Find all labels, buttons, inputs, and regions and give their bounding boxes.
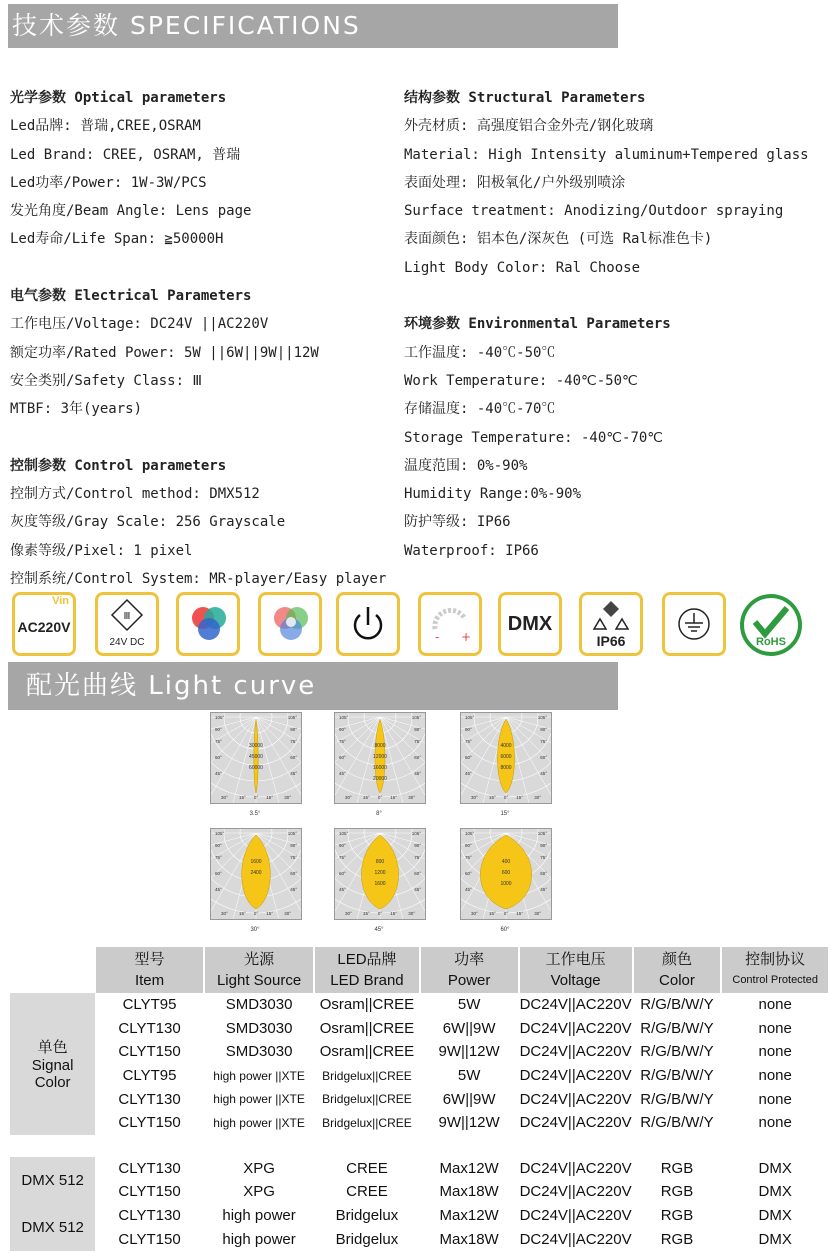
dimmer-dial-icon <box>421 595 479 653</box>
angle-label: 60° <box>414 871 421 876</box>
angle-label: 60° <box>540 755 547 760</box>
table-cell: high power ||XTE <box>213 1092 305 1107</box>
table-cell: 6W||9W <box>442 1019 496 1037</box>
right-spec-line: Light Body Color: Ral Choose <box>404 259 641 276</box>
left-spec-line: 灰度等级/Gray Scale: 256 Grayscale <box>10 514 286 531</box>
table-cell: R/G/B/W/Y <box>640 1043 714 1061</box>
table-cell: 9W||12W <box>438 1114 500 1132</box>
table-cell: 6W||9W <box>442 1090 496 1108</box>
light-curve-plot <box>334 712 426 804</box>
angle-label: 105° <box>537 715 547 720</box>
table-cell: Max18W <box>439 1230 499 1248</box>
angle-label: 45° <box>290 887 297 892</box>
left-section-header: 光学参数 Optical parameters <box>10 90 227 106</box>
intensity-value: 400 <box>501 859 511 865</box>
rgb-circles-icon <box>179 595 237 653</box>
angle-label: 60° <box>215 871 222 876</box>
table-header-cell: 功率 Power <box>420 947 519 993</box>
table-cell: none <box>758 1043 792 1061</box>
light-curve-plot <box>210 712 302 804</box>
table-cell: Bridgelux <box>335 1207 399 1225</box>
svg-text:-: - <box>435 630 440 644</box>
ip66-icon <box>579 592 643 656</box>
table-cell: DC24V||AC220V <box>519 1207 632 1225</box>
intensity-value: 60000 <box>249 765 263 771</box>
table-cell: Bridgelux||CREE <box>322 1092 412 1107</box>
table-cell: Osram||CREE <box>319 1043 415 1061</box>
light-curve-plot <box>460 712 552 804</box>
table-spacer <box>10 1135 829 1157</box>
angle-label: 60° <box>339 755 346 760</box>
intensity-value: 1600 <box>250 859 262 865</box>
beam-angle-label: 15° <box>500 811 510 817</box>
intensity-value: 600 <box>501 870 511 876</box>
table-cell: CLYT130 <box>118 1090 181 1108</box>
angle-label: 60° <box>290 871 297 876</box>
table-cell: Osram||CREE <box>319 996 415 1014</box>
light-curve-plot <box>334 828 426 920</box>
angle-label: 105° <box>287 831 297 836</box>
angle-label: 75° <box>215 855 222 860</box>
table-cell: DMX <box>758 1230 792 1248</box>
table-cell: R/G/B/W/Y <box>640 1019 714 1037</box>
angle-label: 105° <box>537 831 547 836</box>
table-cell: Max12W <box>439 1207 499 1225</box>
dmx-label: DMX <box>507 613 553 635</box>
left-spec-line: 控制方式/Control method: DMX512 <box>10 486 260 503</box>
table-header-row <box>10 947 829 993</box>
angle-label: 90° <box>414 843 421 848</box>
table-cell: XPG <box>243 1159 275 1177</box>
angle-label: 105° <box>287 715 297 720</box>
table-cell: DC24V||AC220V <box>519 1043 632 1061</box>
intensity-value: 1200 <box>374 870 386 876</box>
light-curve-banner: 配光曲线 Light curve <box>8 662 618 710</box>
table-cell: RGB <box>660 1159 694 1177</box>
angle-label: 75° <box>339 739 346 744</box>
table-cell: CLYT130 <box>118 1207 181 1225</box>
intensity-value: 1600 <box>374 881 386 887</box>
table-cell: SMD3030 <box>225 996 293 1014</box>
power-symbol-icon <box>339 595 397 653</box>
product-spec-table <box>10 947 830 1251</box>
table-row <box>10 993 829 1017</box>
table-cell: CLYT130 <box>118 1019 181 1037</box>
intensity-value: 45000 <box>249 754 263 760</box>
angle-label: 90° <box>465 843 472 848</box>
angle-label: 30° <box>284 911 291 916</box>
angle-label: 0° <box>253 911 259 916</box>
angle-label: 45° <box>414 887 421 892</box>
angle-label: 90° <box>339 843 346 848</box>
angle-label: 45° <box>215 771 222 776</box>
angle-label: 90° <box>215 843 222 848</box>
table-cell: Osram||CREE <box>319 1019 415 1037</box>
table-cell: R/G/B/W/Y <box>640 1067 714 1085</box>
table-cell: CLYT95 <box>122 996 177 1014</box>
angle-label: 90° <box>540 727 547 732</box>
intensity-value: 30000 <box>249 743 263 749</box>
angle-label: 105° <box>411 831 421 836</box>
angle-label: 60° <box>215 755 222 760</box>
angle-label: 105° <box>339 715 349 720</box>
table-cell: DMX <box>758 1159 792 1177</box>
angle-label: 30° <box>221 911 228 916</box>
group-label: DMX 512 <box>10 1204 95 1251</box>
intensity-value: 4000 <box>500 743 512 749</box>
vin-label: Vin <box>52 595 69 607</box>
table-cell: CLYT130 <box>118 1159 181 1177</box>
left-spec-line: Led功率/Power: 1W-3W/PCS <box>10 174 207 191</box>
angle-label: 75° <box>540 855 547 860</box>
right-gap <box>404 282 809 310</box>
table-cell: CLYT150 <box>118 1114 181 1132</box>
group-label: DMX 512 <box>10 1157 95 1204</box>
angle-label: 30° <box>471 795 478 800</box>
table-header-cell: 型号 Item <box>95 947 204 993</box>
beam-angle-label: 60° <box>500 927 510 933</box>
intensity-value: 12000 <box>373 754 387 760</box>
table-cell: DC24V||AC220V <box>519 1114 632 1132</box>
svg-text:Ⅲ: Ⅲ <box>123 611 131 622</box>
dc24v-label: 24V DC <box>109 637 145 648</box>
angle-label: 15° <box>266 795 273 800</box>
table-row <box>10 1040 829 1064</box>
table-cell: Max12W <box>439 1159 499 1177</box>
rohs-label: RoHS <box>756 636 786 648</box>
angle-label: 45° <box>339 771 346 776</box>
left-spec-line: 工作电压/Voltage: DC24V ||AC220V <box>10 316 269 333</box>
angle-label: 45° <box>540 771 547 776</box>
right-section-header: 环境参数 Environmental Parameters <box>404 316 671 333</box>
angle-label: 30° <box>221 795 228 800</box>
class-iii-icon <box>98 597 156 637</box>
angle-label: 60° <box>465 755 472 760</box>
left-spec-line: Led寿命/Life Span: ≧50000H <box>10 231 224 248</box>
angle-label: 15° <box>516 911 523 916</box>
specifications-banner: 技术参数 SPECIFICATIONS <box>8 4 618 48</box>
right-spec-line: 表面颜色: 铝本色/深灰色 (可选 Ral标准色卡) <box>404 231 713 248</box>
right-spec-line: 防护等级: IP66 <box>404 514 511 531</box>
angle-label: 0° <box>253 795 259 800</box>
table-cell: DC24V||AC220V <box>519 1159 632 1177</box>
angle-label: 45° <box>339 887 346 892</box>
rgbw-color-icon <box>258 592 322 656</box>
power-icon <box>336 592 400 656</box>
table-cell: 5W <box>457 1067 481 1085</box>
right-spec-line: 温度范围: 0%-90% <box>404 457 528 474</box>
table-cell: DC24V||AC220V <box>519 1230 632 1248</box>
table-cell: Bridgelux||CREE <box>322 1115 412 1130</box>
angle-label: 90° <box>414 727 421 732</box>
table-cell: DC24V||AC220V <box>519 1183 632 1201</box>
table-cell: RGB <box>660 1230 694 1248</box>
feature-icons-row <box>12 592 828 658</box>
table-cell: DC24V||AC220V <box>519 1067 632 1085</box>
table-cell: high power ||XTE <box>213 1068 305 1083</box>
table-cell: DC24V||AC220V <box>519 996 632 1014</box>
angle-label: 90° <box>540 843 547 848</box>
table-row <box>10 1227 829 1251</box>
intensity-value: 16000 <box>373 765 387 771</box>
angle-label: 0° <box>377 795 383 800</box>
angle-label: 15° <box>239 795 246 800</box>
left-spec-line: 安全类别/Safety Class: Ⅲ <box>10 372 203 389</box>
angle-label: 60° <box>540 871 547 876</box>
table-cell: none <box>758 1067 792 1085</box>
angle-label: 75° <box>215 739 222 744</box>
table-cell: 5W <box>457 996 481 1014</box>
angle-label: 75° <box>290 855 297 860</box>
table-cell: Max18W <box>439 1183 499 1201</box>
ac220v-label: AC220V <box>17 619 71 635</box>
rohs-badge-icon <box>737 592 805 658</box>
table-cell: 9W||12W <box>438 1043 500 1061</box>
left-section-header: 控制参数 Control parameters <box>10 457 227 474</box>
table-row <box>10 1064 829 1088</box>
angle-label: 0° <box>503 795 509 800</box>
intensity-value: 20000 <box>373 776 387 782</box>
waterproof-symbol-icon <box>582 597 640 633</box>
beam-angle-label: 3.5° <box>249 811 261 817</box>
table-cell: high power ||XTE <box>213 1115 305 1130</box>
angle-label: 15° <box>390 795 397 800</box>
table-header-cell: LED品牌 LED Brand <box>314 947 419 993</box>
light-curve-plot <box>210 828 302 920</box>
table-cell: R/G/B/W/Y <box>640 1114 714 1132</box>
table-cell: CREE <box>346 1183 388 1201</box>
angle-label: 75° <box>465 855 472 860</box>
table-row <box>10 1017 829 1041</box>
angle-label: 105° <box>339 831 349 836</box>
rgbw-circles-icon <box>261 595 319 653</box>
ac220v-icon <box>12 592 76 656</box>
angle-label: 75° <box>414 855 421 860</box>
angle-label: 15° <box>390 911 397 916</box>
table-cell: CLYT150 <box>118 1230 181 1248</box>
right-spec-line: Surface treatment: Anodizing/Outdoor spraying <box>404 203 784 220</box>
table-cell: SMD3030 <box>225 1019 293 1037</box>
right-spec-line: Storage Temperature: -40℃-70℃ <box>404 429 664 446</box>
angle-label: 60° <box>290 755 297 760</box>
left-section-header: 电气参数 Electrical Parameters <box>10 288 252 305</box>
light-curve-plot <box>460 828 552 920</box>
table-cell: DMX <box>758 1183 792 1201</box>
angle-label: 90° <box>465 727 472 732</box>
table-cell: CLYT150 <box>118 1183 181 1201</box>
intensity-value: 1000 <box>500 881 512 887</box>
right-section-header: 结构参数 Structural Parameters <box>404 90 646 106</box>
table-cell: CREE <box>346 1159 388 1177</box>
table-cell: SMD3030 <box>225 1043 293 1061</box>
table-cell: none <box>758 1090 792 1108</box>
left-spec-line: Led品牌: 普瑞,CREE,OSRAM <box>10 118 201 135</box>
beam-angle-label: 30° <box>250 927 260 933</box>
left-spec-column <box>10 84 386 593</box>
right-spec-line: Material: High Intensity aluminum+Tempered glass <box>404 146 809 163</box>
left-spec-line: Led Brand: CREE, OSRAM, 普瑞 <box>10 146 241 163</box>
table-header-cell: 控制协议 Control Protected <box>721 947 829 993</box>
angle-label: 15° <box>266 911 273 916</box>
table-row <box>10 1111 829 1135</box>
intensity-value: 8000 <box>374 743 386 749</box>
earth-ground-icon <box>665 595 723 653</box>
right-spec-column <box>404 84 809 565</box>
angle-label: 90° <box>215 727 222 732</box>
table-cell: RGB <box>660 1207 694 1225</box>
table-cell: Bridgelux <box>335 1230 399 1248</box>
right-spec-line: 表面处理: 阳极氧化/户外级别喷涂 <box>404 174 626 191</box>
angle-label: 15° <box>239 911 246 916</box>
angle-label: 30° <box>408 795 415 800</box>
angle-label: 75° <box>339 855 346 860</box>
table-cell: RGB <box>660 1183 694 1201</box>
intensity-value: 800 <box>375 859 385 865</box>
table-cell: R/G/B/W/Y <box>640 996 714 1014</box>
rgb-color-icon <box>176 592 240 656</box>
left-spec-line: 像素等级/Pixel: 1 pixel <box>10 542 193 559</box>
table-header-cell: 光源 Light Source <box>204 947 315 993</box>
angle-label: 60° <box>339 871 346 876</box>
table-row <box>10 1204 829 1228</box>
angle-label: 30° <box>345 911 352 916</box>
angle-label: 0° <box>377 911 383 916</box>
right-spec-line: 外壳材质: 高强度铝合金外壳/钢化玻璃 <box>404 118 654 135</box>
dmx-icon <box>498 592 562 656</box>
angle-label: 45° <box>540 887 547 892</box>
beam-angle-label: 8° <box>376 811 382 817</box>
angle-label: 105° <box>215 831 225 836</box>
angle-label: 75° <box>540 739 547 744</box>
table-row <box>10 1087 829 1111</box>
dc24v-icon <box>95 592 159 656</box>
table-cell: high power <box>222 1207 296 1225</box>
angle-label: 15° <box>489 795 496 800</box>
angle-label: 15° <box>363 795 370 800</box>
right-spec-line: Work Temperature: -40℃-50℃ <box>404 372 638 389</box>
beam-angle-label: 45° <box>374 927 384 933</box>
angle-label: 30° <box>471 911 478 916</box>
left-spec-line: 额定功率/Rated Power: 5W ||6W||9W||12W <box>10 344 319 361</box>
angle-label: 45° <box>215 887 222 892</box>
angle-label: 105° <box>465 831 475 836</box>
angle-label: 60° <box>414 755 421 760</box>
angle-label: 0° <box>503 911 509 916</box>
angle-label: 45° <box>414 771 421 776</box>
angle-label: 30° <box>534 911 541 916</box>
table-cell: none <box>758 1114 792 1132</box>
angle-label: 45° <box>290 771 297 776</box>
angle-label: 105° <box>411 715 421 720</box>
table-cell: Bridgelux||CREE <box>322 1068 412 1083</box>
table-cell: XPG <box>243 1183 275 1201</box>
left-spec-line: MTBF: 3年(years) <box>10 401 143 418</box>
right-spec-line: 存储温度: -40℃-70℃ <box>404 401 556 418</box>
intensity-value: 8000 <box>500 765 512 771</box>
left-spec-line: 控制系统/Control System: MR-player/Easy player <box>10 571 387 588</box>
table-header-cell: 工作电压 Voltage <box>519 947 633 993</box>
table-cell: CLYT95 <box>122 1067 177 1085</box>
ip66-label: IP66 <box>596 633 626 649</box>
angle-label: 45° <box>465 887 472 892</box>
left-gap <box>10 424 386 452</box>
table-cell: CLYT150 <box>118 1043 181 1061</box>
group-label: 单色 Signal Color <box>10 993 95 1135</box>
table-row <box>10 1157 829 1181</box>
angle-label: 90° <box>339 727 346 732</box>
ground-icon <box>662 592 726 656</box>
table-cell: none <box>758 1019 792 1037</box>
angle-label: 105° <box>215 715 225 720</box>
dimming-icon <box>418 592 482 656</box>
table-cell: high power <box>222 1230 296 1248</box>
rohs-icon <box>737 592 805 658</box>
angle-label: 60° <box>465 871 472 876</box>
angle-label: 75° <box>290 739 297 744</box>
table-cell: DC24V||AC220V <box>519 1090 632 1108</box>
angle-label: 30° <box>284 795 291 800</box>
left-spec-line: 发光角度/Beam Angle: Lens page <box>10 203 252 220</box>
angle-label: 105° <box>465 715 475 720</box>
left-gap <box>10 254 386 282</box>
table-header-cell: 颜色 Color <box>633 947 722 993</box>
table-cell: R/G/B/W/Y <box>640 1090 714 1108</box>
table-row <box>10 1180 829 1204</box>
svg-text:+: + <box>461 630 472 644</box>
angle-label: 75° <box>414 739 421 744</box>
table-cell: DMX <box>758 1207 792 1225</box>
angle-label: 90° <box>290 843 297 848</box>
table-corner <box>10 947 95 993</box>
right-spec-line: Humidity Range:0%-90% <box>404 486 582 503</box>
angle-label: 30° <box>345 795 352 800</box>
angle-label: 30° <box>408 911 415 916</box>
light-curve-grid <box>0 712 840 942</box>
angle-label: 15° <box>363 911 370 916</box>
angle-label: 30° <box>534 795 541 800</box>
angle-label: 45° <box>465 771 472 776</box>
table-cell: DC24V||AC220V <box>519 1019 632 1037</box>
angle-label: 75° <box>465 739 472 744</box>
right-spec-line: 工作温度: -40℃-50℃ <box>404 344 556 361</box>
intensity-value: 2400 <box>250 870 262 876</box>
intensity-value: 6000 <box>500 754 512 760</box>
table-cell: none <box>758 996 792 1014</box>
angle-label: 15° <box>489 911 496 916</box>
angle-label: 90° <box>290 727 297 732</box>
angle-label: 15° <box>516 795 523 800</box>
right-spec-line: Waterproof: IP66 <box>404 542 539 559</box>
